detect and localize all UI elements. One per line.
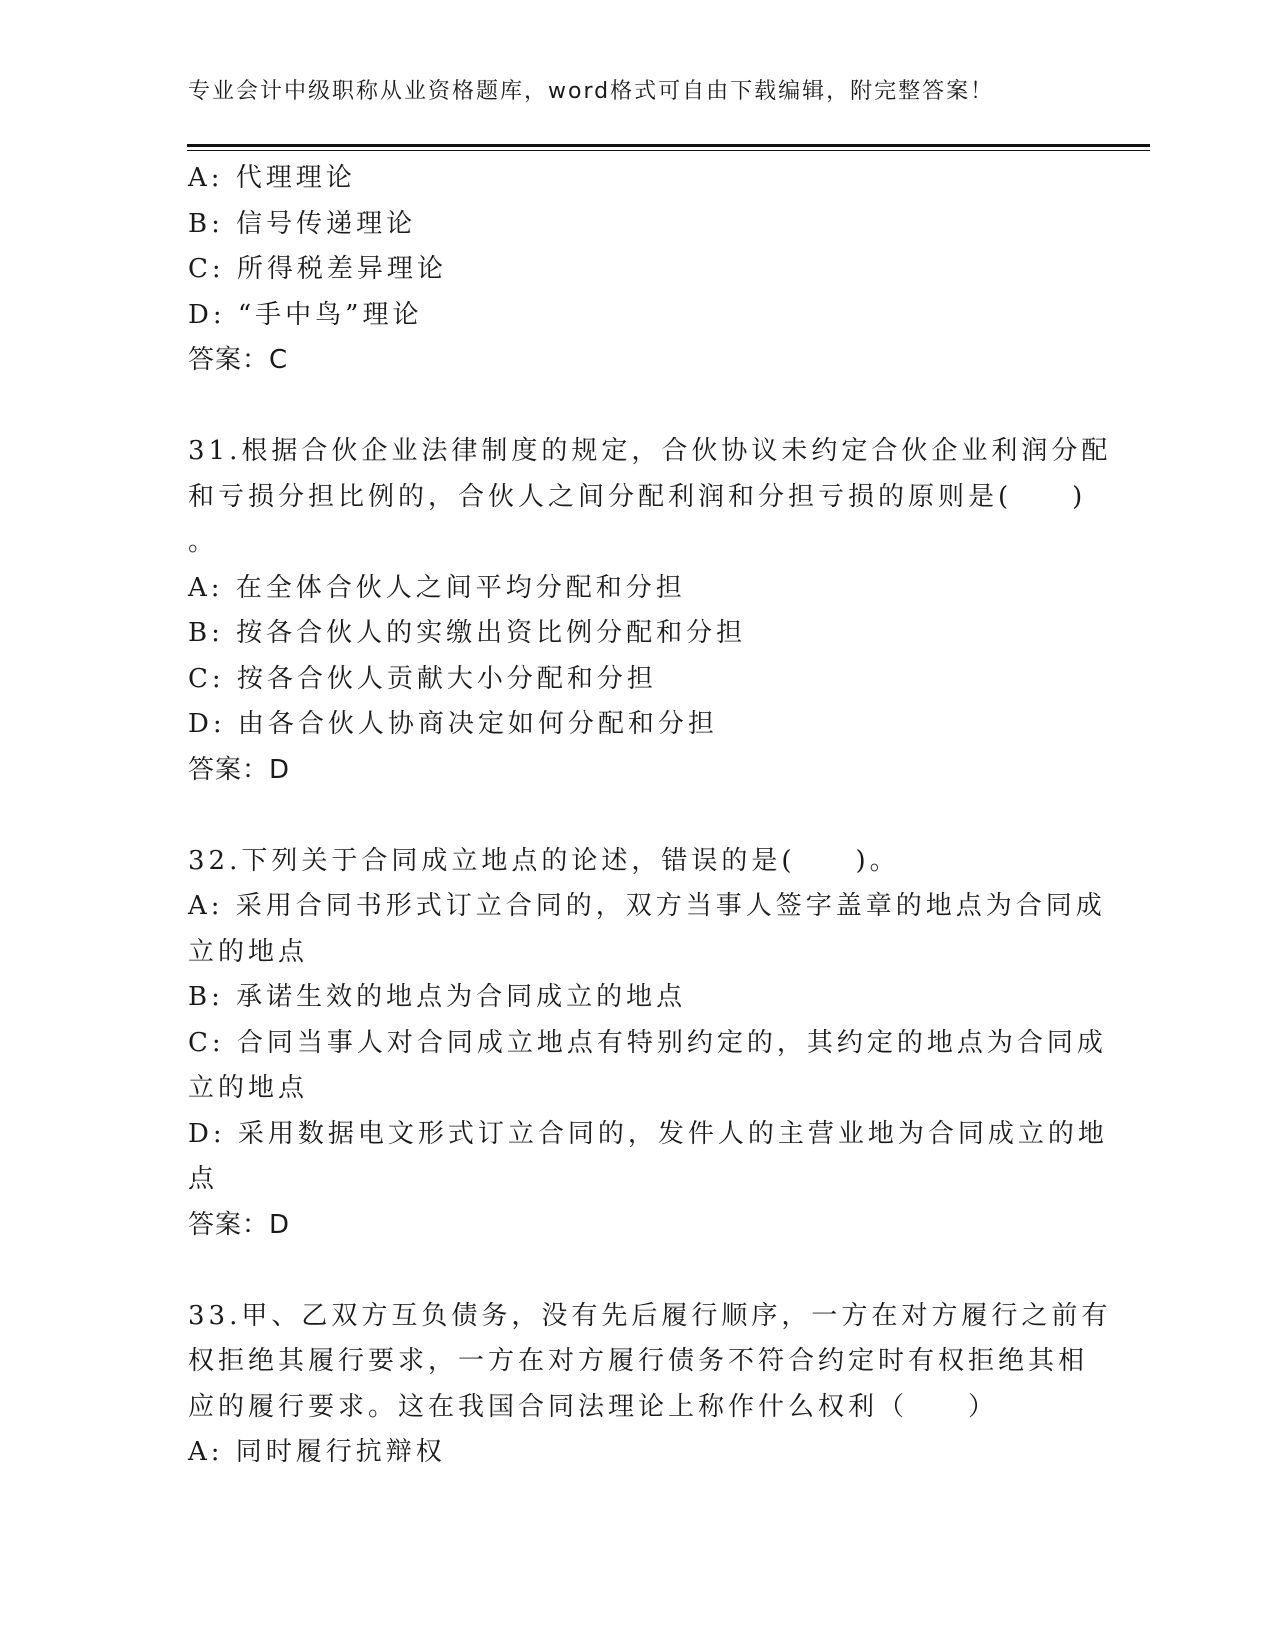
- answer-line: 答案：D: [188, 1209, 291, 1240]
- question-content: [188, 156, 1112, 1476]
- option-line: 立的地点: [188, 1073, 309, 1103]
- option-line: B: 按各合伙人的实缴出资比例分配和分担: [188, 618, 747, 648]
- option-line: D: 采用数据电文形式订立合同的，发件人的主营业地为合同成立的地: [188, 1118, 1108, 1149]
- option-line: C: 所得税差异理论: [188, 254, 447, 284]
- question-line: 和亏损分担比例的，合伙人之间分配利润和分担亏损的原则是( ): [188, 481, 1087, 512]
- option-line: A: 同时履行抗辩权: [188, 1437, 446, 1467]
- question-line: 31.根据合伙企业法律制度的规定，合伙协议未约定合伙企业利润分配: [188, 436, 1112, 466]
- question-line: 应的履行要求。这在我国合同法理论上称作什么权利（ ）: [188, 1391, 999, 1422]
- header-rule-thick: [187, 144, 1150, 147]
- question-line: 33.甲、乙双方互负债务，没有先后履行顺序，一方在对方履行之前有: [188, 1300, 1112, 1331]
- spacer: [188, 793, 1068, 839]
- spacer: [188, 384, 1068, 430]
- option-line: B: 信号传递理论: [188, 208, 417, 239]
- option-line: D: 由各合伙人协商决定如何分配和分担: [188, 709, 718, 739]
- question-line: 权拒绝其履行要求，一方在对方履行债务不符合约定时有权拒绝其相: [188, 1346, 1089, 1376]
- option-line: 立的地点: [188, 936, 309, 967]
- page-header: 专业会计中级职称从业资格题库，word格式可自由下载编辑，附完整答案！: [188, 79, 995, 104]
- question-line: 32.下列关于合同成立地点的论述，错误的是( )。: [188, 845, 900, 876]
- answer-line: 答案：C: [188, 345, 289, 375]
- option-line: C: 按各合伙人贡献大小分配和分担: [188, 663, 657, 694]
- option-line: A: 采用合同书形式订立合同的，双方当事人签字盖章的地点为合同成: [188, 891, 1106, 921]
- option-line: D: “手中鸟”理论: [188, 299, 423, 330]
- option-line: 点: [188, 1164, 219, 1194]
- header-rule-thin: [187, 150, 1150, 151]
- option-line: C: 合同当事人对合同成立地点有特别约定的，其约定的地点为合同成: [188, 1027, 1107, 1058]
- option-line: B: 承诺生效的地点为合同成立的地点: [188, 982, 687, 1012]
- option-line: A: 代理理论: [188, 163, 356, 193]
- question-line: 。: [188, 527, 219, 557]
- option-line: A: 在全体合伙人之间平均分配和分担: [188, 572, 686, 603]
- answer-line: 答案：D: [188, 754, 291, 785]
- spacer: [188, 1248, 1068, 1294]
